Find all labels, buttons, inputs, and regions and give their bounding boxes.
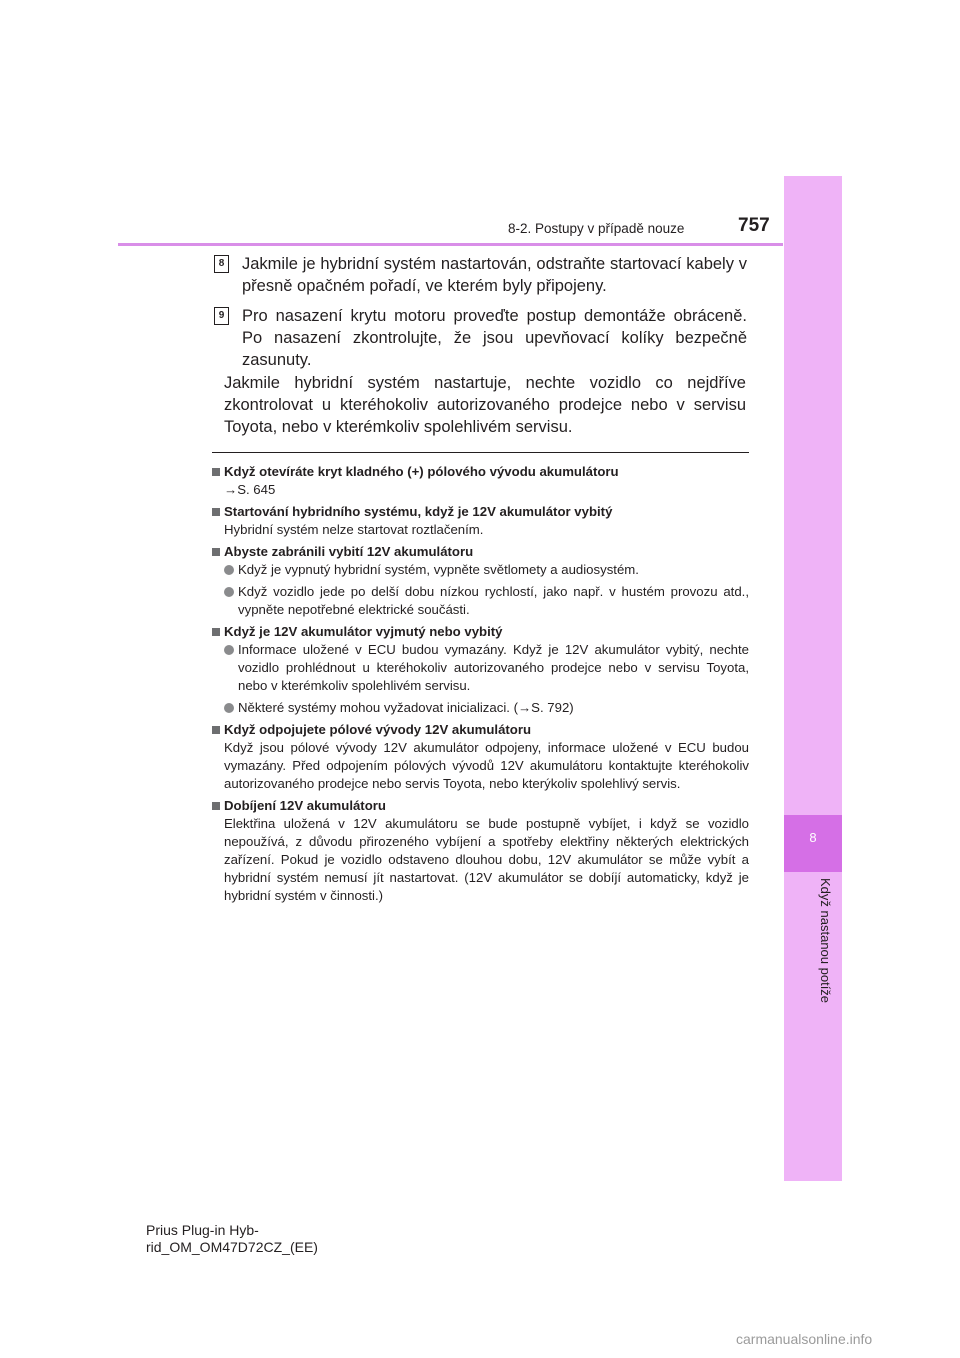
square-bullet-icon <box>212 548 220 556</box>
side-tab-number: 8 <box>809 830 817 845</box>
note-title-text: Když je 12V akumulátor vyjmutý nebo vybitý <box>224 624 503 639</box>
note-bullet <box>212 561 749 579</box>
body-paragraph: Jakmile hybridní systém nastartuje, nechte vozidlo co nejdříve zkontrolovat u kteréhokoliv autorizovaného prodejce nebo v servisu Toyota, nebo v kterémkoliv spolehlivém servisu. <box>224 374 746 436</box>
note-body: Když jsou pólové vývody 12V akumulátor odpojeny, informace uložené v ECU budou vymazány. Před odpojením pólových vývodů 12V akumulátoru kontaktujte kteréhokoliv autorizovaného prodejce nebo servis Toyota, nebo kterýkoliv spolehlivý servis. <box>224 740 749 791</box>
header-section-title: 8-2. Postupy v případě nouze <box>508 221 685 236</box>
watermark: carmanualsonline.info <box>736 1331 873 1347</box>
circle-bullet-icon <box>224 587 234 597</box>
note-body: Hybridní systém nelze startovat roztlačením. <box>224 522 484 537</box>
header-divider <box>118 243 783 246</box>
note-bullet-text: Některé systémy mohou vyžadovat inicializaci. (→S. 792) <box>238 700 574 715</box>
step-text: Jakmile je hybridní systém nastartován, odstraňte startovací kabely v přesně opačném pořadí, ve kterém byly připojeny. <box>242 255 747 295</box>
step-text: Pro nasazení krytu motoru proveďte postup demontáže obráceně. Po nasazení zkontrolujte, že jsou upevňovací kolíky bezpečně zasunuty. <box>242 307 747 369</box>
note-title <box>212 543 749 561</box>
note-title <box>212 503 749 521</box>
step-item <box>212 305 747 371</box>
circle-bullet-icon <box>224 645 234 655</box>
note-title-text: Startování hybridního systému, když je 12V akumulátor vybitý <box>224 504 613 519</box>
step-number-box: 8 <box>214 255 229 273</box>
note-bullet <box>212 641 749 695</box>
page-number: 757 <box>738 215 770 236</box>
footer-line: rid_OM_OM47D72CZ_(EE) <box>146 1239 318 1255</box>
circle-bullet-icon <box>224 565 234 575</box>
square-bullet-icon <box>212 508 220 516</box>
footer-document-id <box>146 1222 436 1256</box>
note-bullet-text: Když je vypnutý hybridní systém, vypněte světlomety a audiosystém. <box>238 562 639 577</box>
note-title <box>212 797 749 815</box>
note-title <box>212 463 749 481</box>
square-bullet-icon <box>212 468 220 476</box>
circle-bullet-icon <box>224 703 234 713</box>
section-divider <box>212 452 749 453</box>
step-number-box: 9 <box>214 307 229 325</box>
square-bullet-icon <box>212 802 220 810</box>
note-title-text: Abyste zabránili vybití 12V akumulátoru <box>224 544 474 559</box>
note-title <box>212 623 749 641</box>
note-title-text: Dobíjení 12V akumulátoru <box>224 798 386 813</box>
step-item <box>212 253 747 297</box>
note-title-text: Když odpojujete pólové vývody 12V akumulátoru <box>224 722 532 737</box>
note-title-text: Když otevíráte kryt kladného (+) pólového vývodu akumulátoru <box>224 464 619 479</box>
note-bullet <box>212 583 749 619</box>
square-bullet-icon <box>212 726 220 734</box>
notes-section <box>212 459 749 907</box>
note-bullet <box>212 699 749 717</box>
side-tab <box>784 176 842 1181</box>
square-bullet-icon <box>212 628 220 636</box>
note-bullet-text: Když vozidlo jede po delší dobu nízkou rychlostí, jako např. v hustém provozu atd., vypněte nepotřebné elektrické součásti. <box>238 584 749 617</box>
note-bullet-text: Informace uložené v ECU budou vymazány. Když je 12V akumulátor vybitý, nechte vozidlo prohlédnout u kteréhokoliv autorizovaného prodejce nebo v servisu Toyota, nebo v kterémkoliv spolehlivém servisu. <box>238 642 749 693</box>
note-title <box>212 721 749 739</box>
footer-line: Prius Plug-in Hyb- <box>146 1222 259 1238</box>
step-list <box>212 253 747 379</box>
note-page-reference[interactable]: →S. 645 <box>224 482 276 497</box>
note-body: Elektřina uložená v 12V akumulátoru se bude postupně vybíjet, i když se vozidlo nepoužívá, z důvodu přirozeného vybíjení a spotřeby elektřiny některých elektrických zařízení. Pokud je vozidlo odstaveno dlouhou dobu, 12V akumulátor se může vybít a hybridní systém nemusí jít nastartovat. (12V akumulátor se dobíjí automaticky, když je hybridní systém v činnosti.) <box>224 816 749 903</box>
side-tab-label: Když nastanou potíže <box>818 878 833 1004</box>
